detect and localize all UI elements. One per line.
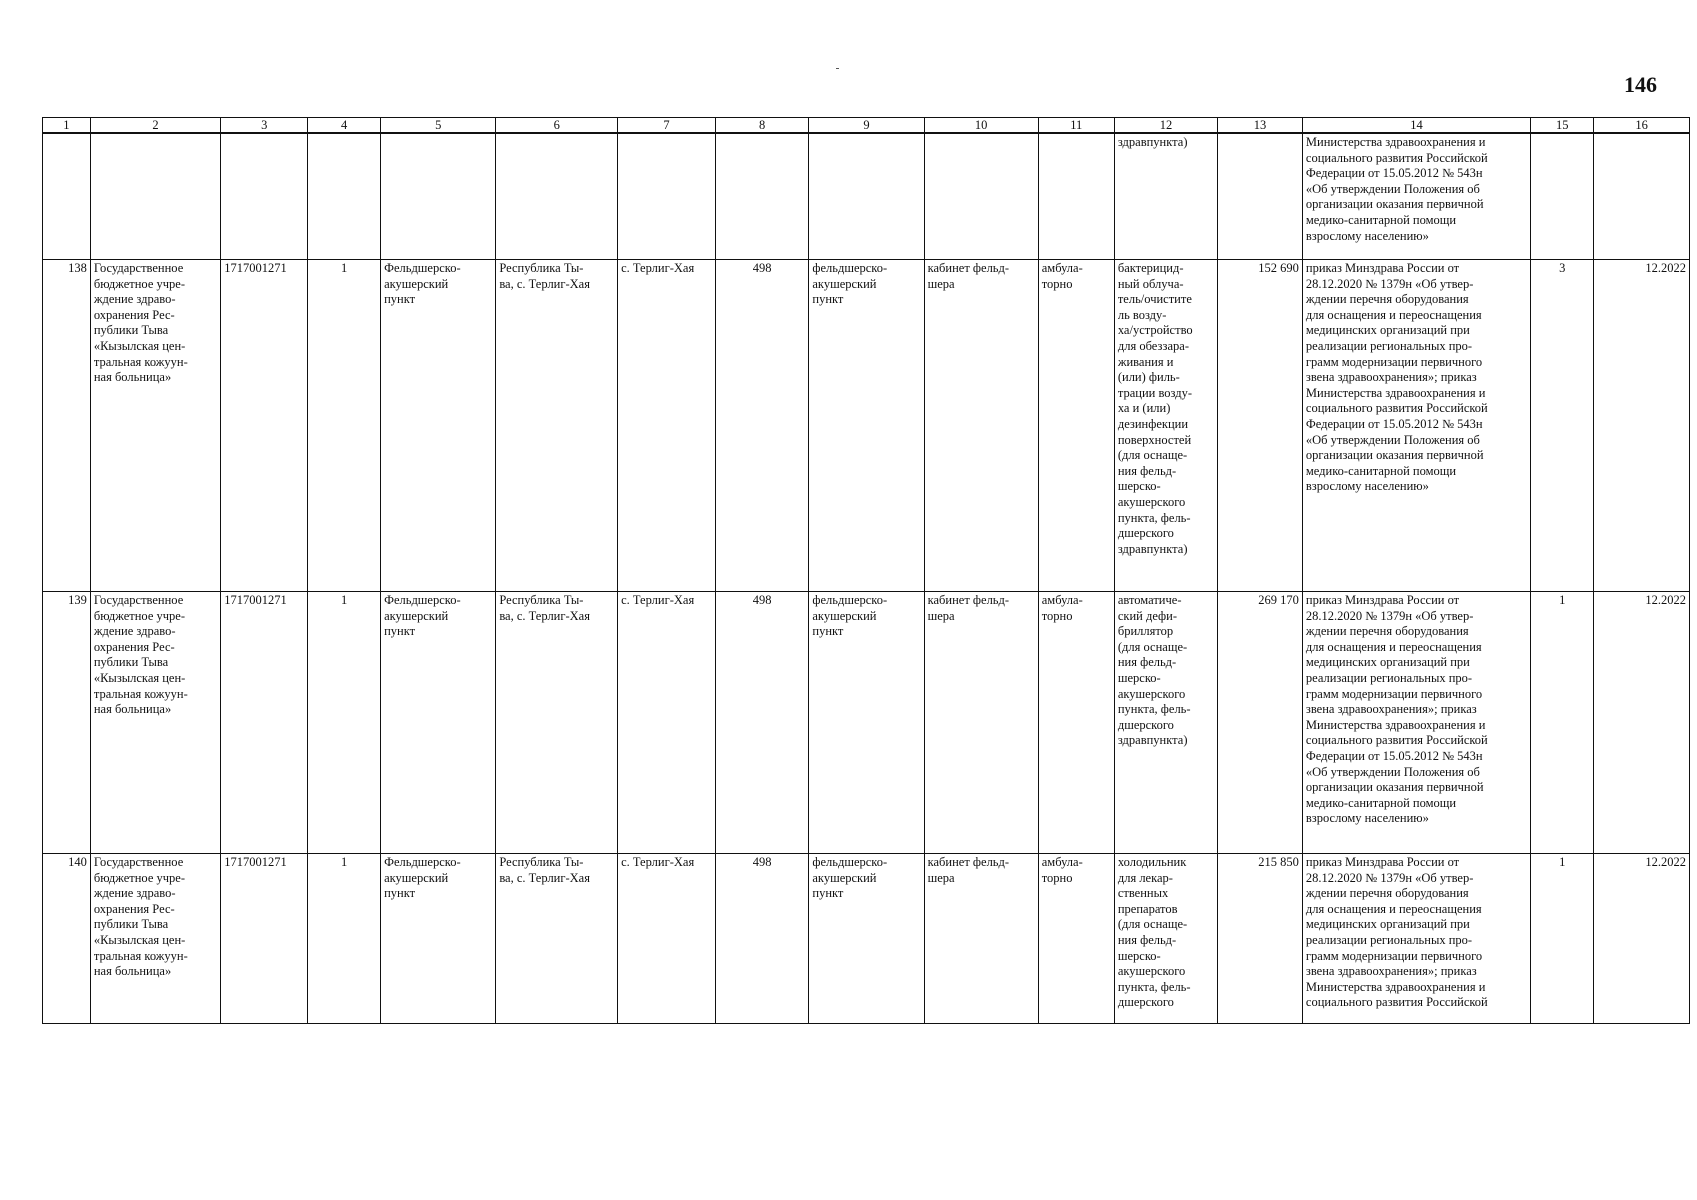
facility-type-cell: Фельдшерско- акушерский пункт xyxy=(381,592,496,854)
basis-cell: Министерства здравоохранения и социального развития Российской Федерации от 15.05.2012 № 543н «Об утверждении Положения об организации оказания первичной медико-санитарной помощи взрослому населению» xyxy=(1302,133,1530,260)
column-header: 14 xyxy=(1302,118,1530,134)
page-number: 146 xyxy=(1624,72,1657,97)
address-cell: Республика Ты- ва, с. Терлиг-Хая xyxy=(496,260,618,592)
col4-cell: 1 xyxy=(308,592,381,854)
column-header: 4 xyxy=(308,118,381,134)
column-header: 15 xyxy=(1531,118,1594,134)
row-number-cell: 138 xyxy=(43,260,91,592)
column-header: 3 xyxy=(221,118,308,134)
room-cell: кабинет фельд- шера xyxy=(924,260,1038,592)
column-header: 10 xyxy=(924,118,1038,134)
inn-cell: 1717001271 xyxy=(221,854,308,1024)
column-header: 16 xyxy=(1594,118,1690,134)
col8-cell: 498 xyxy=(715,260,808,592)
table-row xyxy=(43,592,1690,854)
column-header: 8 xyxy=(715,118,808,134)
date-cell: 12.2022 xyxy=(1594,260,1690,592)
table-row xyxy=(43,854,1690,1024)
organization-cell: Государственное бюджетное учре- ждение здраво- охранения Рес- публики Тыва «Кызылская цен- тральная кожуун- ная больница» xyxy=(90,854,220,1024)
address-cell: Республика Ты- ва, с. Терлиг-Хая xyxy=(496,854,618,1024)
equipment-table xyxy=(42,117,1690,1024)
column-header: 12 xyxy=(1114,118,1217,134)
quantity-cell: 1 xyxy=(1531,592,1594,854)
col8-cell: 498 xyxy=(715,854,808,1024)
settlement-cell: с. Терлиг-Хая xyxy=(618,592,716,854)
unit-cell: фельдшерско- акушерский пункт xyxy=(809,592,924,854)
date-cell: 12.2022 xyxy=(1594,854,1690,1024)
quantity-cell: 1 xyxy=(1531,854,1594,1024)
care-cell: амбула- торно xyxy=(1038,854,1114,1024)
scan-speck xyxy=(836,68,839,69)
room-cell: кабинет фельд- шера xyxy=(924,592,1038,854)
inn-cell: 1717001271 xyxy=(221,592,308,854)
column-header: 5 xyxy=(381,118,496,134)
basis-cell: приказ Минздрава России от 28.12.2020 № 1379н «Об утвер- ждении перечня оборудования для оснащения и переоснащения медицинских организаций при реализации региональных про- грамм модернизации первичного звена здравоохранения»; приказ Министерства здравоохранения и социального развития Российской Федерации от 15.05.2012 № 543н «Об утверждении Положения об организации оказания первичной медико-санитарной помощи взрослому населению» xyxy=(1302,592,1530,854)
care-cell: амбула- торно xyxy=(1038,592,1114,854)
header-row xyxy=(43,118,1690,134)
col8-cell: 498 xyxy=(715,592,808,854)
organization-cell: Государственное бюджетное учре- ждение здраво- охранения Рес- публики Тыва «Кызылская цен- тральная кожуун- ная больница» xyxy=(90,260,220,592)
facility-type-cell: Фельдшерско- акушерский пункт xyxy=(381,260,496,592)
column-header: 9 xyxy=(809,118,924,134)
col4-cell: 1 xyxy=(308,854,381,1024)
column-header: 13 xyxy=(1218,118,1303,134)
column-header: 1 xyxy=(43,118,91,134)
equipment-cell: холодильник для лекар- ственных препаратов (для оснаще- ния фельд- шерско- акушерского пункта, фель- дшерского xyxy=(1114,854,1217,1024)
organization-cell: Государственное бюджетное учре- ждение здраво- охранения Рес- публики Тыва «Кызылская цен- тральная кожуун- ная больница» xyxy=(90,592,220,854)
column-header: 7 xyxy=(618,118,716,134)
settlement-cell: с. Терлиг-Хая xyxy=(618,854,716,1024)
equipment-cell: бактерицид- ный облуча- тель/очистите ль возду- ха/устройство для обеззара- живания и (или) филь- трации возду- ха и (или) дезинфекции поверхностей (для оснаще- ния фельд- шерско- акушерского пункта, фель- дшерского здравпункта) xyxy=(1114,260,1217,592)
inn-cell: 1717001271 xyxy=(221,260,308,592)
unit-cell: фельдшерско- акушерский пункт xyxy=(809,260,924,592)
care-cell: амбула- торно xyxy=(1038,260,1114,592)
room-cell: кабинет фельд- шера xyxy=(924,854,1038,1024)
equipment-cell: автоматиче- ский дефи- бриллятор (для оснаще- ния фельд- шерско- акушерского пункта, фель- дшерского здравпункта) xyxy=(1114,592,1217,854)
price-cell: 152 690 xyxy=(1218,260,1303,592)
quantity-cell: 3 xyxy=(1531,260,1594,592)
unit-cell: фельдшерско- акушерский пункт xyxy=(809,854,924,1024)
address-cell: Республика Ты- ва, с. Терлиг-Хая xyxy=(496,592,618,854)
settlement-cell: с. Терлиг-Хая xyxy=(618,260,716,592)
col4-cell: 1 xyxy=(308,260,381,592)
facility-type-cell: Фельдшерско- акушерский пункт xyxy=(381,854,496,1024)
row-number-cell: 140 xyxy=(43,854,91,1024)
price-cell: 269 170 xyxy=(1218,592,1303,854)
row-number-cell: 139 xyxy=(43,592,91,854)
date-cell: 12.2022 xyxy=(1594,592,1690,854)
basis-cell: приказ Минздрава России от 28.12.2020 № 1379н «Об утвер- ждении перечня оборудования для оснащения и переоснащения медицинских организаций при реализации региональных про- грамм модернизации первичного звена здравоохранения»; приказ Министерства здравоохранения и социального развития Российской Федерации от 15.05.2012 № 543н «Об утверждении Положения об организации оказания первичной медико-санитарной помощи взрослому населению» xyxy=(1302,260,1530,592)
column-header: 6 xyxy=(496,118,618,134)
column-header: 11 xyxy=(1038,118,1114,134)
price-cell: 215 850 xyxy=(1218,854,1303,1024)
table-row xyxy=(43,260,1690,592)
column-header: 2 xyxy=(90,118,220,134)
basis-cell: приказ Минздрава России от 28.12.2020 № 1379н «Об утвер- ждении перечня оборудования для оснащения и переоснащения медицинских организаций при реализации региональных про- грамм модернизации первичного звена здравоохранения»; приказ Министерства здравоохранения и социального развития Российской xyxy=(1302,854,1530,1024)
equipment-cell: здравпункта) xyxy=(1114,133,1217,260)
continuation-row xyxy=(43,133,1690,260)
